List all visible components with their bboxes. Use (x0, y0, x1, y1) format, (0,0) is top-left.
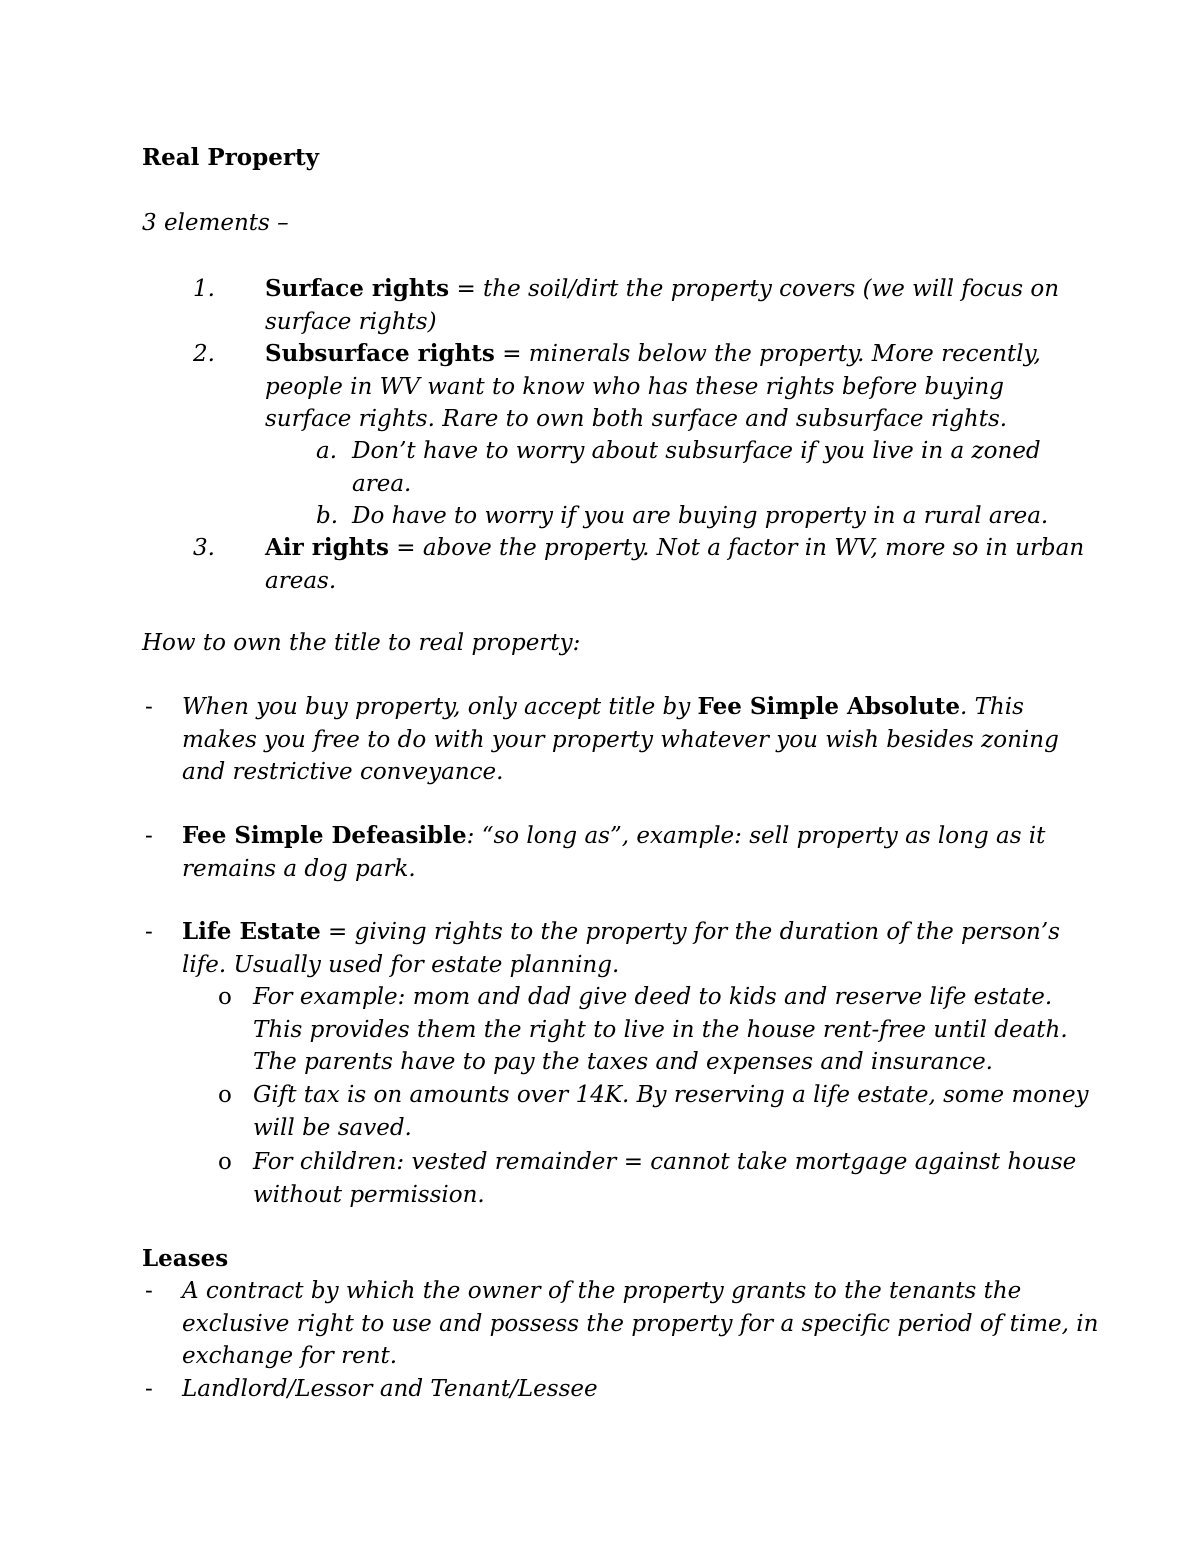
bullet-lease-parties (182, 1373, 598, 1406)
sub-list-item (352, 435, 1041, 500)
list-item-text: people in WV want to know who has these rights before buying (265, 373, 1004, 400)
bullet-text: When you buy property, only accept title by (182, 694, 691, 720)
list-item-text: = above the property. Not a factor in WV, more so in urban (396, 535, 1085, 561)
sub-list-item-text: area. (352, 470, 412, 497)
bullet-life-estate (182, 916, 1060, 981)
bullet-fee-simple-absolute (182, 691, 1059, 789)
list-item-text: surface rights. Rare to own both surface and subsurface rights. (265, 406, 1008, 432)
list-item-subsurface-rights (265, 338, 1041, 436)
sub-bullet-text: For example: mom and dad give deed to kids and reserve life estate. (253, 984, 1053, 1010)
bullet-marker: - (145, 1376, 153, 1402)
sub-bullet-text: will be saved. (253, 1114, 412, 1141)
list-item-air-rights (265, 532, 1084, 597)
sub-bullet-marker: o (218, 984, 232, 1010)
sub-bullet-item (253, 1079, 1089, 1144)
bullet-marker: - (145, 823, 153, 849)
bullet-marker: - (145, 919, 153, 945)
term-subsurface-rights: Subsurface rights (265, 340, 495, 367)
sub-bullet-marker: o (218, 1082, 232, 1108)
title-intro: How to own the title to real property: (142, 630, 581, 656)
term-fee-simple-absolute: Fee Simple Absolute (697, 693, 960, 720)
list-item-text: surface rights) (265, 308, 437, 335)
sub-bullet-text: Gift tax is on amounts over 14K. By reserving a life estate, some money (253, 1082, 1089, 1108)
bullet-text: : “so long as”, example: sell property as long as it (466, 823, 1046, 849)
bullet-lease-definition (182, 1275, 1098, 1373)
term-air-rights: Air rights (265, 534, 389, 561)
list-item-text: areas. (265, 567, 337, 594)
sub-list-marker: a. (316, 438, 338, 464)
bullet-text: remains a dog park. (182, 855, 416, 882)
sub-bullet-item (253, 1146, 1076, 1211)
list-marker: 2. (193, 341, 215, 367)
bullet-text: and restrictive conveyance. (182, 759, 504, 785)
bullet-marker: - (145, 1278, 153, 1304)
bullet-text: = giving rights to the property for the duration of the person’s (320, 919, 1060, 945)
bullet-text: exchange for rent. (182, 1343, 398, 1369)
term-surface-rights: Surface rights (265, 275, 450, 302)
list-item-text: = the soil/dirt the property covers (we will focus on (456, 276, 1060, 302)
list-item-surface-rights (265, 273, 1059, 338)
sub-bullet-text: This provides them the right to live in the house rent-free until death. (253, 1016, 1068, 1043)
sub-bullet-text: The parents have to pay the taxes and expenses and insurance. (253, 1049, 993, 1075)
list-item-text: = minerals below the property. More recently, (502, 341, 1041, 367)
sub-list-item (352, 500, 1048, 533)
sub-list-item-text: Don’t have to worry about subsurface if you live in a zoned (352, 438, 1041, 464)
sub-list-marker: b. (316, 503, 339, 529)
sub-bullet-marker: o (218, 1149, 232, 1175)
bullet-text: A contract by which the owner of the property grants to the tenants the (182, 1278, 1022, 1304)
bullet-text: Landlord/Lessor and Tenant/Lessee (182, 1376, 598, 1402)
term-life-estate: Life Estate (182, 918, 321, 945)
bullet-text: exclusive right to use and possess the property for a specific period of time, in (182, 1310, 1099, 1337)
sub-bullet-text: without permission. (253, 1181, 485, 1208)
bullet-text: makes you free to do with your property whatever you wish besides zoning (182, 726, 1059, 753)
bullet-text: life. Usually used for estate planning. (182, 951, 620, 978)
term-fee-simple-defeasible: Fee Simple Defeasible (182, 822, 467, 849)
section-heading-leases: Leases (142, 1245, 229, 1272)
elements-intro: 3 elements – (142, 210, 289, 236)
sub-list-item-text: Do have to worry if you are buying property in a rural area. (352, 503, 1049, 529)
list-marker: 1. (193, 276, 215, 302)
bullet-fee-simple-defeasible (182, 820, 1045, 885)
list-marker: 3. (193, 535, 215, 561)
bullet-marker: - (145, 694, 153, 720)
sub-bullet-text: For children: vested remainder = cannot take mortgage against house (253, 1149, 1077, 1175)
page-title: Real Property (142, 144, 319, 171)
bullet-text: . This (959, 694, 1024, 720)
sub-bullet-item (253, 981, 1068, 1079)
